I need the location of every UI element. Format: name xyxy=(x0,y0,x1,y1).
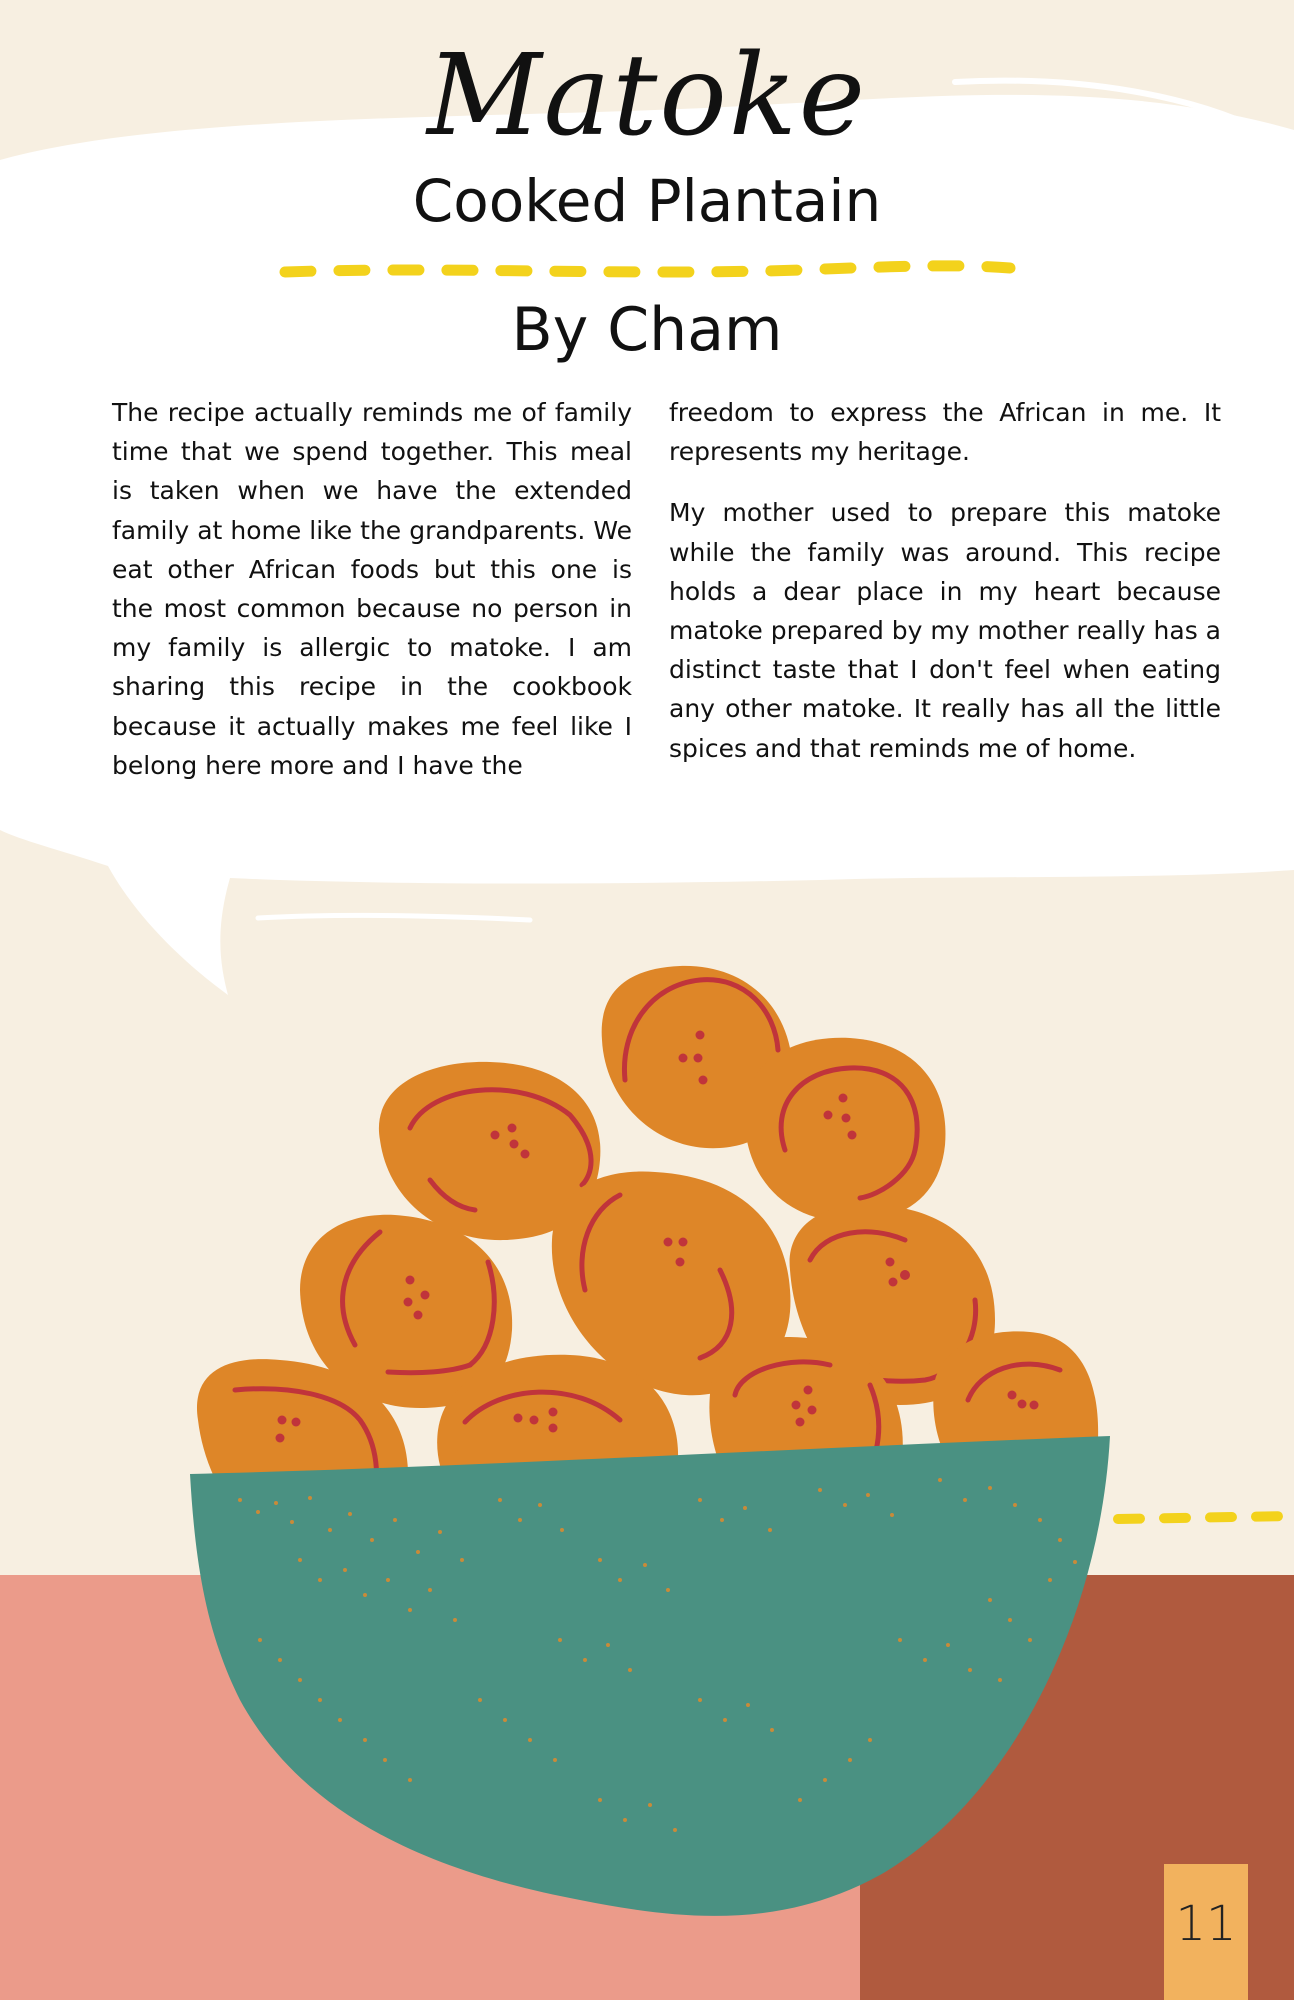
swoosh-bottom xyxy=(258,915,530,920)
plantain-piece xyxy=(745,1038,946,1222)
recipe-subtitle: Cooked Plantain xyxy=(412,167,882,235)
page-number: 11 xyxy=(1175,1896,1237,1952)
story-paragraph: My mother used to prepare this matoke while the family was around. This recipe holds a dear place in my heart because matoke prepared by my mother really has a distinct taste that I don't feel when eating any other matoke. It really has all the little spices and that reminds me of home. xyxy=(669,498,1221,763)
recipe-title: Matoke xyxy=(426,31,868,161)
story-column-left xyxy=(112,393,632,807)
dashed-line-right xyxy=(1118,1516,1294,1519)
recipe-author: By Cham xyxy=(511,295,783,365)
story-paragraph: The recipe actually reminds me of family time that we spend together. This meal is taken when we have the extended family at home like the grandparents. We eat other African foods but this one is the most common because no person in my family is allergic to matoke. I am sharing this recipe in the cookbook because it actually makes me feel like I belong here more and I have the xyxy=(112,398,632,780)
story-paragraph: freedom to express the African in me. It represents my heritage. xyxy=(669,398,1221,467)
story-column-right xyxy=(669,393,1221,790)
